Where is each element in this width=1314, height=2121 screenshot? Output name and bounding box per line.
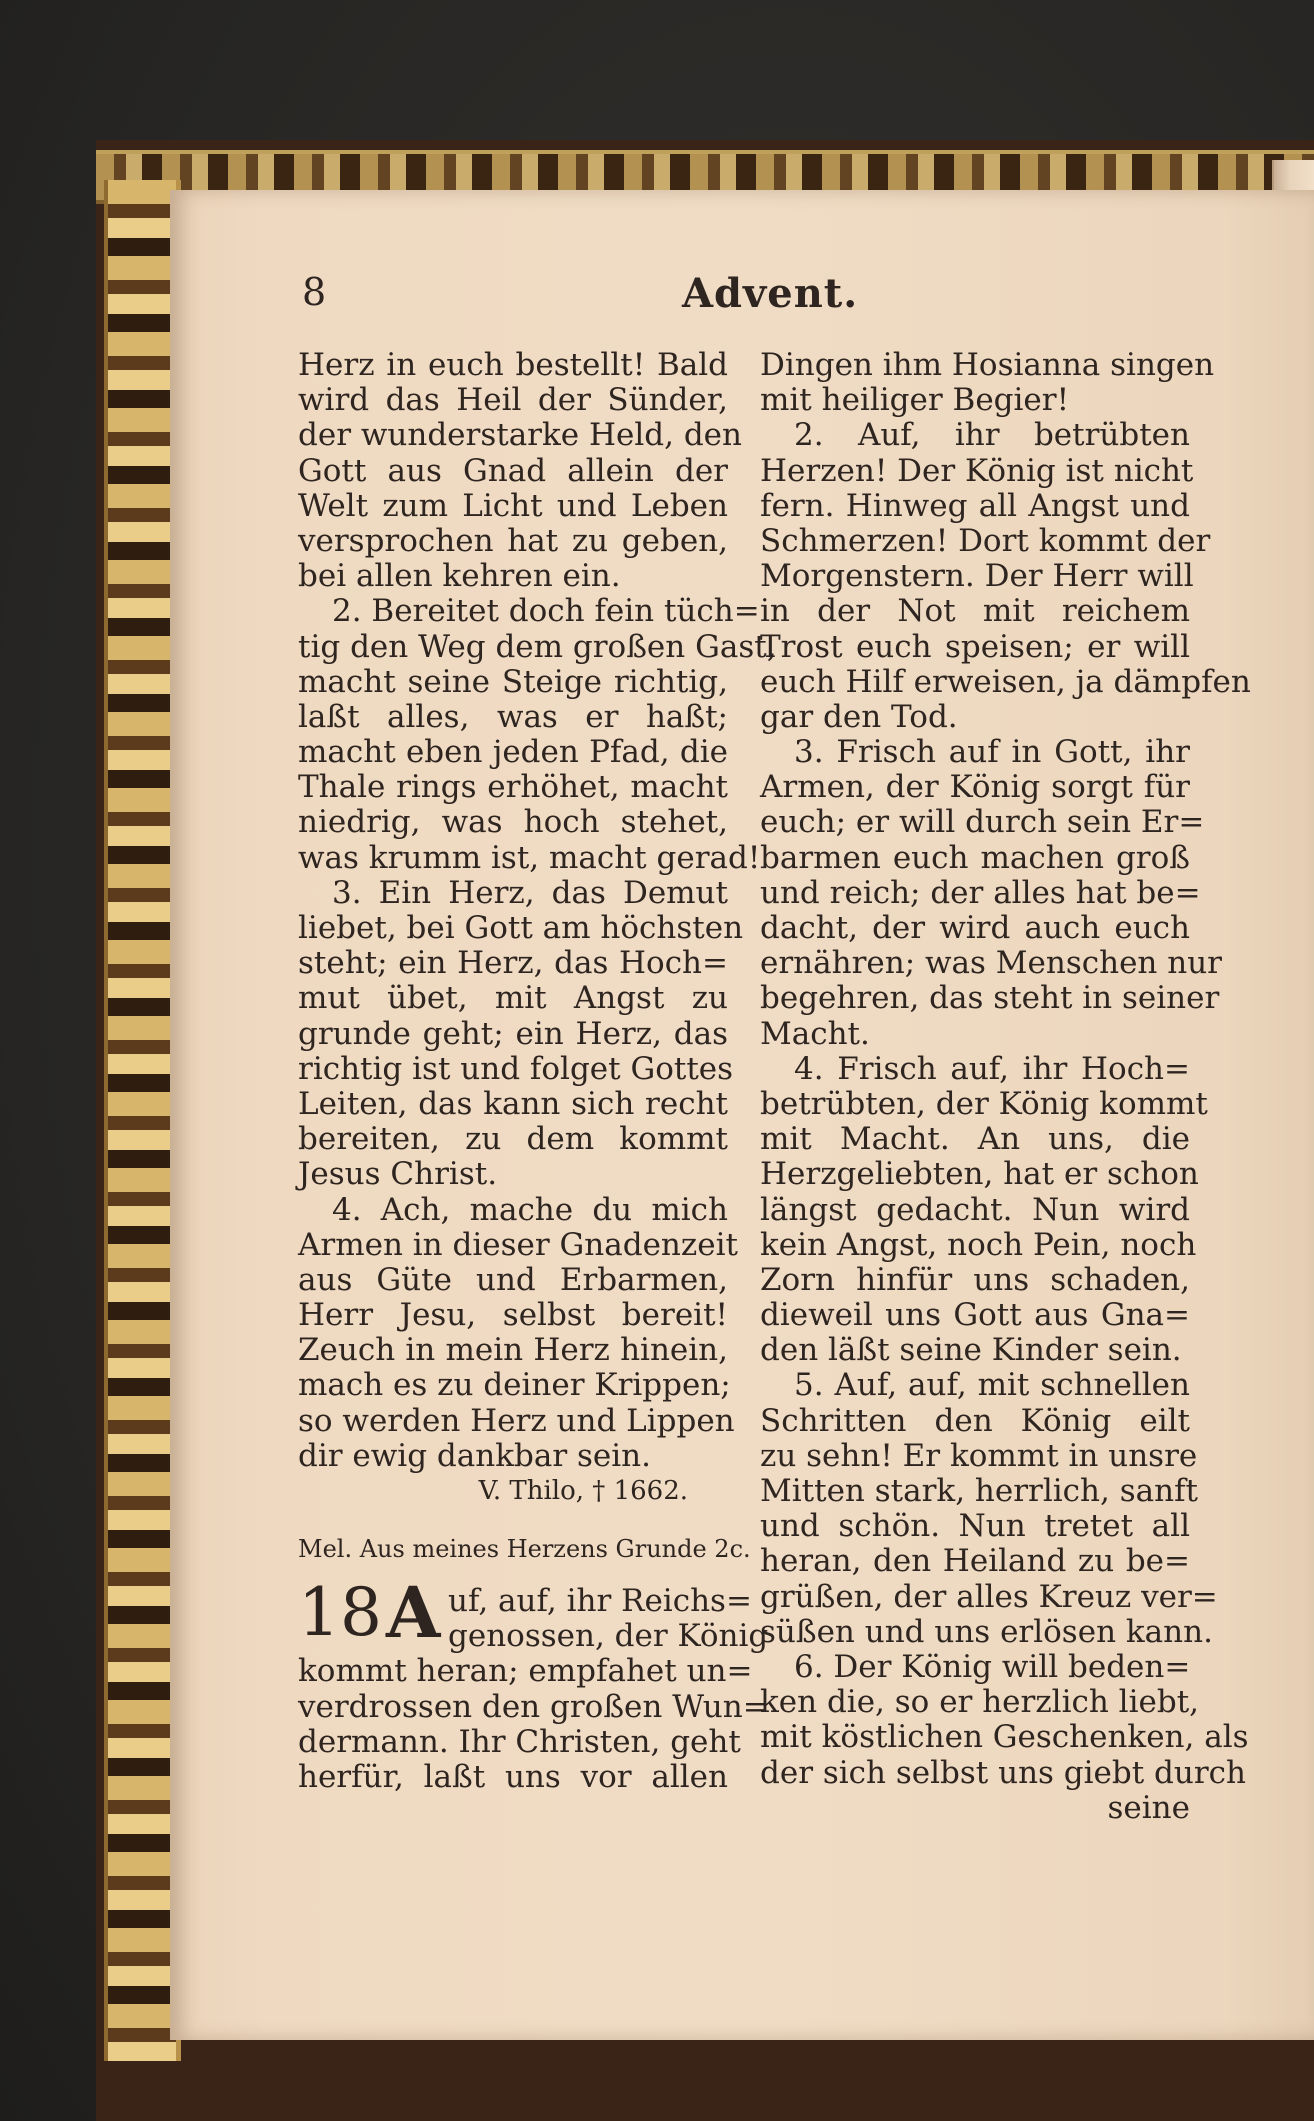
verse-line: so werden Herz und Lippen <box>298 1402 735 1439</box>
verse-line: Herz in euch bestellt! Bald <box>298 347 728 383</box>
verse-line: Thale rings erhöhet, macht <box>298 769 728 806</box>
verse-line: versprochen hat zu geben, <box>298 522 728 559</box>
page-title: Advent. <box>682 270 859 317</box>
verse-line: euch; er will durch sein Er= <box>760 804 1205 841</box>
verse-line: bereiten, zu dem kommt <box>298 1121 728 1158</box>
verse-line: barmen euch machen groß <box>760 839 1190 876</box>
verse-line: mit köstlichen Geschenken, als <box>760 1719 1249 1756</box>
verse-line: fern. Hinweg all Angst und <box>760 487 1190 524</box>
verse-line: tig den Weg dem großen Gast, <box>298 628 777 665</box>
verse-line: 2. Bereitet doch fein tüch= <box>332 593 760 630</box>
verse-line: Herr Jesu, selbst bereit! <box>298 1297 728 1334</box>
verse-line: liebet, bei Gott am höchsten <box>298 910 744 946</box>
verse-line: Jesus Christ. <box>298 1156 498 1193</box>
verse-line: betrübten, der König kommt <box>760 1085 1208 1122</box>
verse-line: dir ewig dankbar sein. <box>298 1437 651 1474</box>
verse-line: was krumm ist, macht gerad! <box>298 839 761 876</box>
verse-line: Armen in dieser Gnadenzeit <box>298 1226 738 1263</box>
melody-note: Mel. Aus meines Herzens Grunde 2c. <box>298 1535 751 1563</box>
hymn-first-line: genossen, der König <box>448 1618 769 1655</box>
verse-line: macht eben jeden Pfad, die <box>298 734 728 771</box>
verse-line: bei allen kehren ein. <box>298 558 621 595</box>
verse-line: dermann. Ihr Christen, geht <box>298 1723 741 1760</box>
verse-line: Morgenstern. Der Herr will <box>760 558 1194 595</box>
verse-line: ernähren; was Menschen nur <box>760 945 1222 982</box>
verse-line: Mitten stark, herrlich, sanft <box>760 1473 1198 1509</box>
verse-line: 5. Auf, auf, mit schnellen <box>794 1367 1190 1404</box>
verse-line: dieweil uns Gott aus Gna= <box>760 1297 1190 1334</box>
verse-line: Zorn hinfür uns schaden, <box>760 1261 1190 1298</box>
verse-line: wird das Heil der Sünder, <box>298 382 728 419</box>
verse-line: süßen und uns erlösen kann. <box>760 1613 1213 1650</box>
right-column <box>760 347 1251 1826</box>
verse-line: mach es zu deiner Krippen; <box>298 1367 731 1404</box>
verse-line: in der Not mit reichem <box>760 593 1190 630</box>
verse-line: grüßen, der alles Kreuz ver= <box>760 1578 1218 1615</box>
verse-line: aus Güte und Erbarmen, <box>298 1261 728 1298</box>
verse-line: Dingen ihm Hosianna singen <box>760 347 1215 383</box>
catchword: seine <box>1107 1789 1190 1826</box>
verse-line: heran, den Heiland zu be= <box>760 1543 1190 1580</box>
verse-line: kommt heran; empfahet un= <box>298 1653 753 1690</box>
verse-line: herfür, laßt uns vor allen <box>298 1758 728 1795</box>
verse-line: Herzgeliebten, hat er schon <box>760 1156 1199 1193</box>
hymn-number: 18 <box>298 1574 382 1651</box>
verse-line: 6. Der König will beden= <box>794 1648 1191 1685</box>
hymn-opening <box>298 1571 769 1655</box>
verse-line: Trost euch speisen; er will <box>760 628 1190 665</box>
verse-line: Zeuch in mein Herz hinein, <box>298 1332 728 1369</box>
verse-line: Gott aus Gnad allein der <box>298 452 728 489</box>
verse-line: Herzen! Der König ist nicht <box>760 452 1194 489</box>
verse-line: 3. Ein Herz, das Demut <box>332 874 728 911</box>
verse-line: mut übet, mit Angst zu <box>298 980 728 1017</box>
page-number: 8 <box>302 270 327 314</box>
verse-line: Macht. <box>760 1015 870 1052</box>
verse-line: Schmerzen! Dort kommt der <box>760 522 1211 559</box>
verse-line: laßt alles, was er haßt; <box>298 698 728 735</box>
verse-line: längst gedacht. Nun wird <box>760 1191 1190 1228</box>
verse-line: 4. Ach, mache du mich <box>332 1191 728 1228</box>
verse-line: 2. Auf, ihr betrübten <box>794 417 1190 454</box>
drop-cap-letter: A <box>386 1571 441 1654</box>
verse-line: gar den Tod. <box>760 698 958 735</box>
verse-line: mit heiliger Begier! <box>760 382 1070 419</box>
verse-line: den läßt seine Kinder sein. <box>760 1332 1182 1369</box>
verse-line: und schön. Nun tretet all <box>760 1508 1190 1545</box>
verse-line: und reich; der alles hat be= <box>760 874 1201 911</box>
verse-line: niedrig, was hoch stehet, <box>298 804 728 841</box>
verse-line: der sich selbst uns giebt durch <box>760 1754 1247 1791</box>
verse-line: ken die, so er herzlich liebt, <box>760 1684 1200 1721</box>
verse-line: steht; ein Herz, das Hoch= <box>298 945 728 982</box>
verse-line: Leiten, das kann sich recht <box>298 1085 728 1122</box>
verse-line: 4. Frisch auf, ihr Hoch= <box>794 1050 1190 1087</box>
verse-line: dacht, der wird auch euch <box>760 910 1190 946</box>
author-attribution: V. Thilo, † 1662. <box>478 1476 688 1506</box>
verse-line: der wunderstarke Held, den <box>298 417 742 454</box>
verse-line: zu sehn! Er kommt in unsre <box>760 1437 1198 1474</box>
verse-line: Welt zum Licht und Leben <box>298 487 728 524</box>
verse-line: richtig ist und folget Gottes <box>298 1050 734 1087</box>
verse-line: 3. Frisch auf in Gott, ihr <box>794 734 1190 771</box>
verse-line: macht seine Steige richtig, <box>298 663 728 700</box>
hymn-first-line: uf, auf, ihr Reichs= <box>448 1583 752 1619</box>
book-page <box>170 190 1314 2040</box>
verse-line: grunde geht; ein Herz, das <box>298 1015 728 1052</box>
verse-line: mit Macht. An uns, die <box>760 1121 1190 1158</box>
verse-line: begehren, das steht in seiner <box>760 980 1220 1017</box>
left-column <box>298 347 777 1795</box>
verse-line: euch Hilf erweisen, ja dämpfen <box>760 663 1251 700</box>
verse-line: kein Angst, noch Pein, noch <box>760 1226 1197 1263</box>
verse-line: verdrossen den großen Wun= <box>298 1688 769 1725</box>
verse-line: Armen, der König sorgt für <box>760 769 1190 806</box>
verse-line: Schritten den König eilt <box>760 1402 1190 1439</box>
